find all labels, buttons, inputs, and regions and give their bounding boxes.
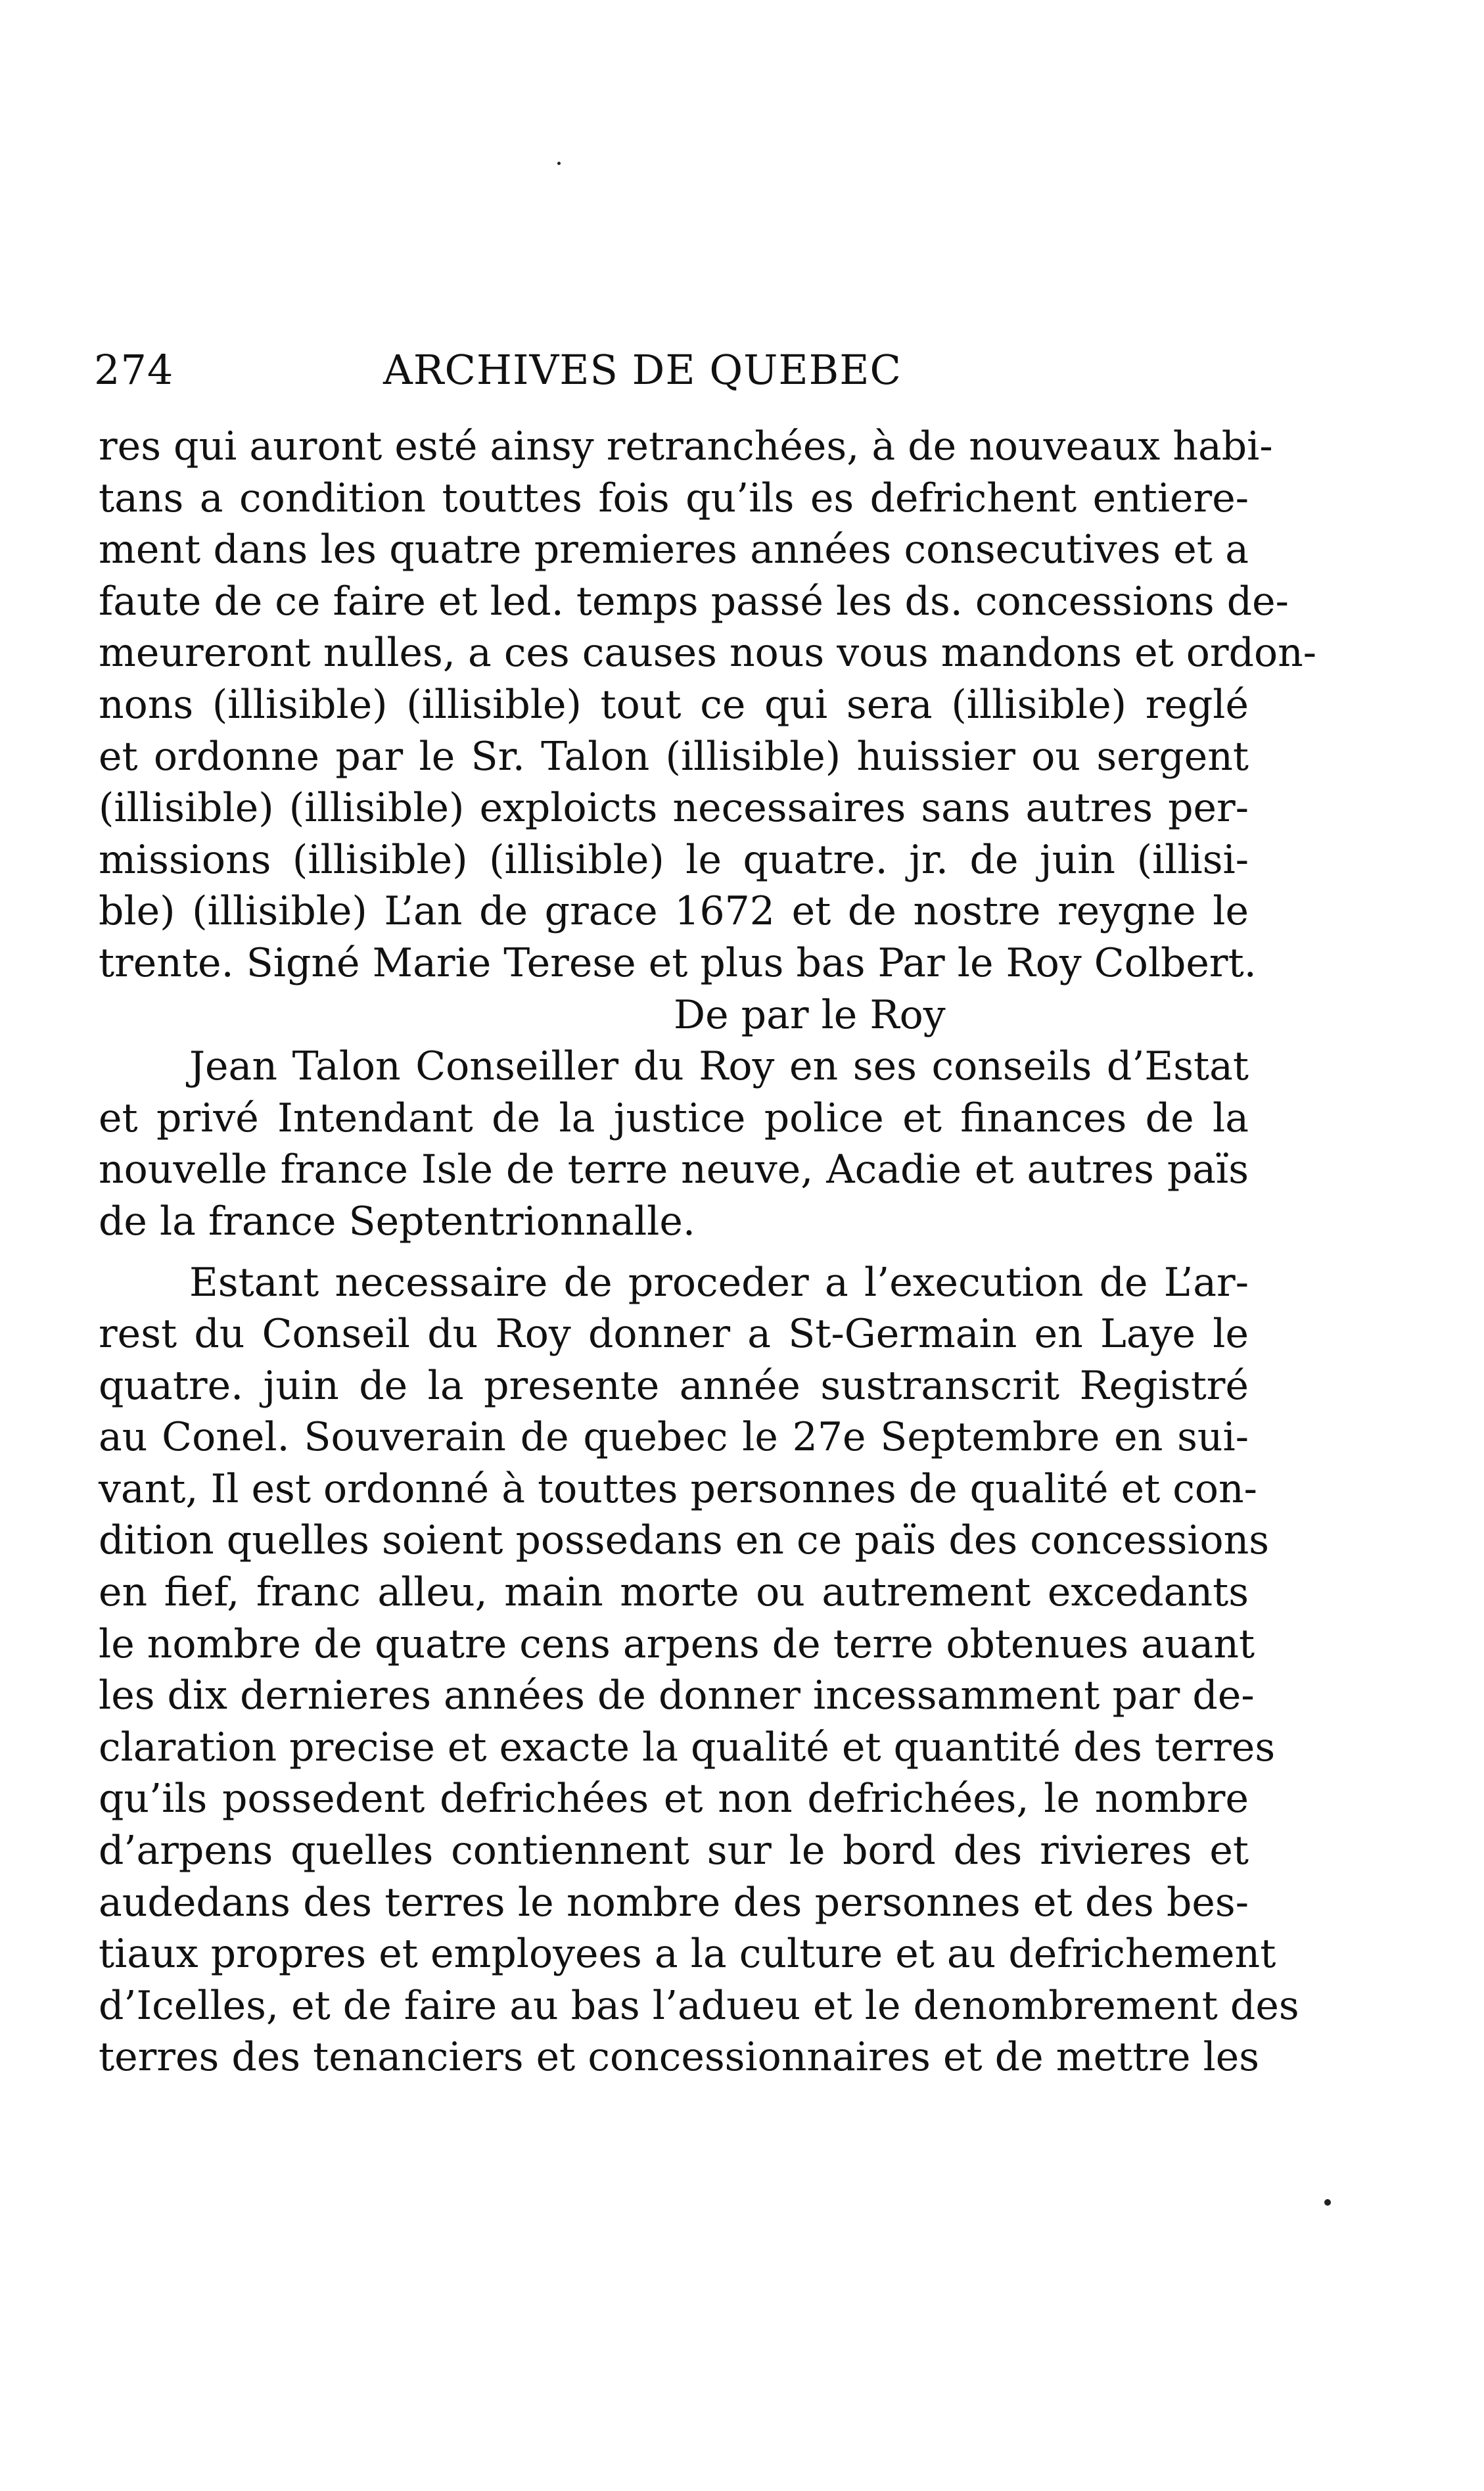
- text-line: nons (illisible) (illisible) tout ce qui sera (illisible) reglé: [99, 681, 1249, 728]
- text-line: audedans des terres le nombre des personnes et des bes-: [99, 1879, 1249, 1926]
- body-text: [99, 421, 1317, 2083]
- scan-speck: [1324, 2199, 1331, 2206]
- text-line: le nombre de quatre cens arpens de terre obtenues auant: [99, 1621, 1255, 1667]
- paragraph-gap: [99, 1248, 1249, 1257]
- text-line: au Conel. Souverain de quebec le 27e Septembre en sui-: [99, 1414, 1249, 1461]
- scan-speck: [557, 162, 561, 165]
- text-line: nouvelle france Isle de terre neuve, Acadie et autres païs: [99, 1147, 1249, 1193]
- running-title: ARCHIVES DE QUEBEC: [383, 346, 902, 394]
- text-line: en fief, franc alleu, main morte ou autrement excedants: [99, 1569, 1249, 1616]
- text-line: et ordonne par le Sr. Talon (illisible) huissier ou sergent: [99, 733, 1249, 780]
- text-line: qu’ils possedent defrichées et non defrichées, le nombre: [99, 1776, 1249, 1822]
- text-line: Jean Talon Conseiller du Roy en ses conseils d’Estat: [189, 1043, 1249, 1090]
- text-line: tans a condition touttes fois qu’ils es defrichent entiere-: [99, 475, 1249, 521]
- page-number: 274: [94, 346, 174, 394]
- text-line: (illisible) (illisible) exploicts necessaires sans autres per-: [99, 785, 1249, 832]
- text-line: meureront nulles, a ces causes nous vous mandons et ordon-: [99, 630, 1317, 676]
- text-line: de la france Septentrionnalle.: [99, 1198, 695, 1245]
- text-line: Estant necessaire de proceder a l’execution de L’ar-: [189, 1259, 1249, 1306]
- text-line: ment dans les quatre premieres années consecutives et a: [99, 527, 1249, 573]
- text-line: d’Icelles, et de faire au bas l’adueu et le denombrement des: [99, 1982, 1299, 2029]
- text-line: d’arpens quelles contiennent sur le bord des rivieres et: [99, 1828, 1249, 1874]
- text-line: et privé Intendant de la justice police et finances de la: [99, 1095, 1249, 1141]
- text-line: res qui auront esté ainsy retranchées, à de nouveaux habi-: [99, 423, 1273, 469]
- text-line: missions (illisible) (illisible) le quatre. jr. de juin (illisi-: [99, 836, 1249, 883]
- text-line: vant, Il est ordonné à touttes personnes de qualité et con-: [99, 1465, 1257, 1512]
- text-line: tiaux propres et employees a la culture et au defrichement: [99, 1931, 1276, 1978]
- text-line: quatre. juin de la presente année sustranscrit Registré: [99, 1362, 1249, 1409]
- text-line: terres des tenanciers et concessionnaires et de mettre les: [99, 2034, 1260, 2081]
- text-line: faute de ce faire et led. temps passé les ds. concessions de-: [99, 578, 1289, 625]
- section-heading: De par le Roy: [674, 991, 946, 1038]
- text-line: claration precise et exacte la qualité et quantité des terres: [99, 1724, 1276, 1770]
- text-line: trente. Signé Marie Terese et plus bas Par le Roy Colbert.: [99, 939, 1257, 986]
- text-line: les dix dernieres années de donner incessamment par de-: [99, 1673, 1255, 1719]
- text-line: dition quelles soient possedans en ce païs des concessions: [99, 1517, 1270, 1564]
- page-header: [94, 341, 1247, 400]
- text-line: rest du Conseil du Roy donner a St-Germain en Laye le: [99, 1311, 1249, 1358]
- text-line: ble) (illisible) L’an de grace 1672 et de nostre reygne le: [99, 888, 1249, 935]
